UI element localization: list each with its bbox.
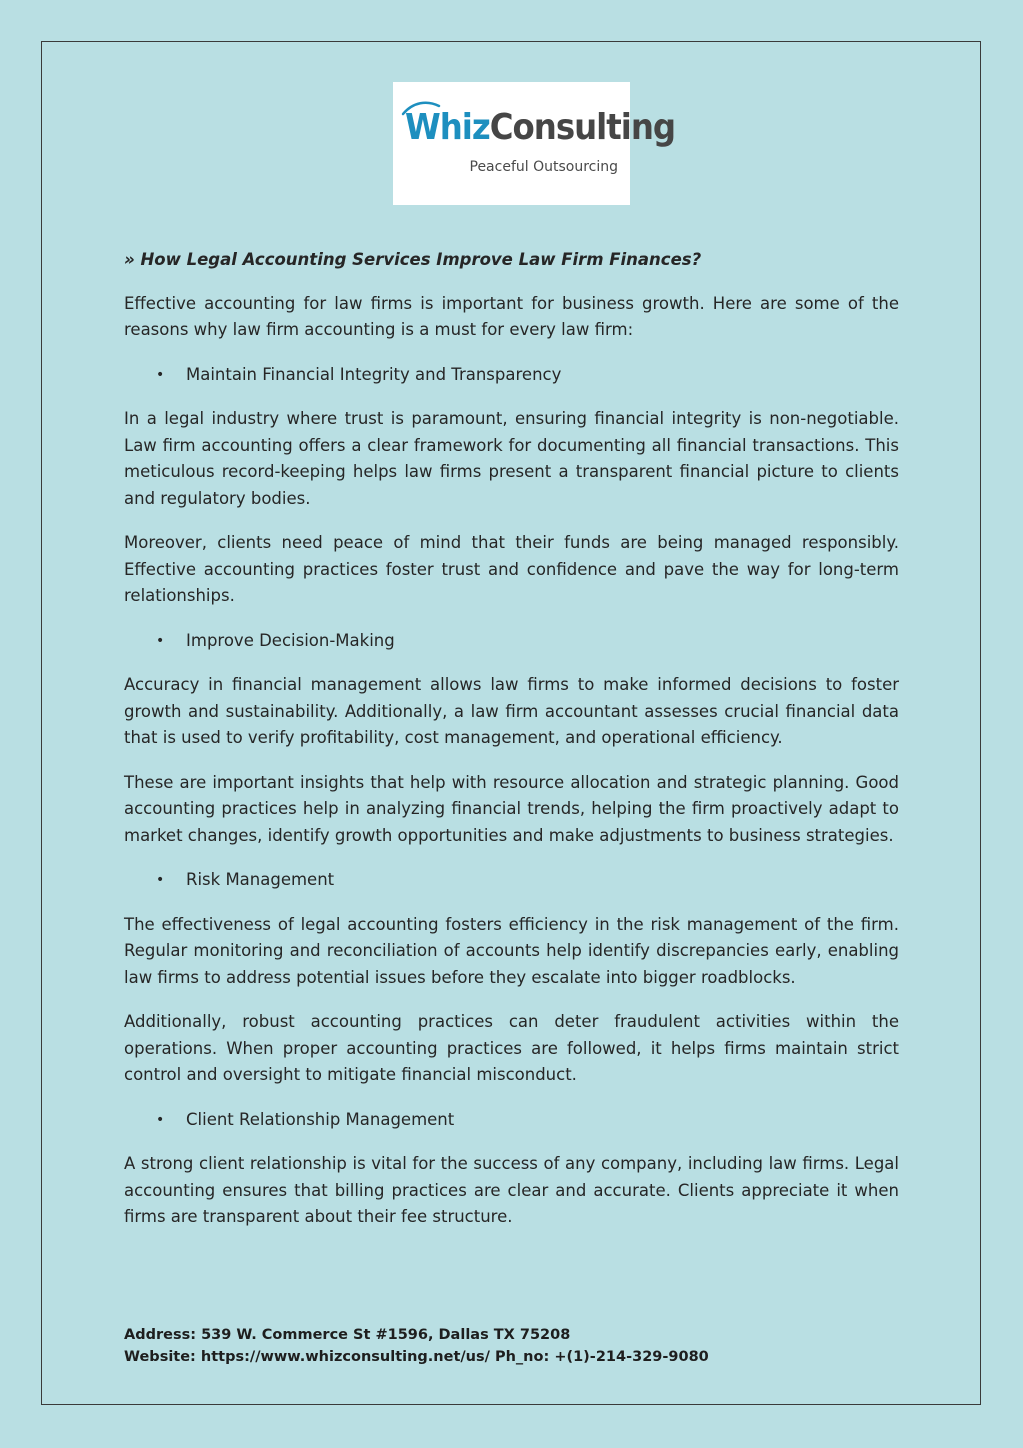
footer-contact — [124, 1324, 709, 1368]
bullet-label: Maintain Financial Integrity and Transparency — [186, 364, 562, 384]
bullet-icon: • — [156, 872, 165, 888]
company-logo — [393, 82, 676, 205]
bullet-label: Client Relationship Management — [186, 1109, 455, 1129]
bullet-label: Improve Decision-Making — [186, 630, 395, 650]
intro-paragraph: Effective accounting for law firms is important for business growth. Here are some of the reasons why law firm accounting is a must for every law firm: — [124, 293, 899, 339]
bullet-icon: • — [156, 1111, 165, 1128]
paragraph: In a legal industry where trust is paramount, ensuring financial integrity is non-negotiable. Law firm accounting offers a clear framework for documenting all financial transactions. This meticulous record-keeping helps law firms present a transparent financial picture to clients and regulatory bodies. — [124, 409, 899, 508]
section-client-relationship — [124, 1107, 899, 1231]
paragraph: The effectiveness of legal accounting fosters efficiency in the risk management of the firm. Regular monitoring and reconciliation of accounts help identify discrepancies early, enabling law firms to address potential issues before they escalate into bigger roadblocks. — [124, 914, 899, 987]
footer-address: Address: 539 W. Commerce St #1596, Dallas TX 75208 — [124, 1327, 571, 1343]
section-financial-integrity — [124, 362, 899, 610]
bullet-item — [124, 628, 899, 655]
article-heading: » How Legal Accounting Services Improve Law Firm Finances? — [124, 250, 702, 269]
logo-consulting-text: Consulting — [489, 107, 676, 148]
paragraph: Moreover, clients need peace of mind that their funds are being managed responsibly. Effective accounting practices foster trust and confidence and pave the way for long-term relationships. — [124, 533, 899, 605]
bullet-label: Risk Management — [186, 870, 335, 889]
paragraph: A strong client relationship is vital for the success of any company, including law firms. Legal accounting ensures that billing practices are clear and accurate. Clients appreciate it when firms are transparent about their fee structure. — [124, 1154, 899, 1226]
footer-website: Website: https://www.whizconsulting.net/us/ Ph_no: +(1)-214-329-9080 — [124, 1349, 709, 1365]
section-decision-making — [124, 628, 899, 850]
bullet-icon: • — [156, 366, 165, 383]
logo-whiz-text: Whiz — [405, 107, 490, 148]
paragraph: Accuracy in financial management allows law firms to make informed decisions to foster growth and sustainability. Additionally, a law firm accountant assesses crucial financial data that is used to verify profitability, cost management, and operational efficiency. — [124, 675, 899, 747]
paragraph: These are important insights that help with resource allocation and strategic planning. Good accounting practices help in analyzing financial trends, helping the firm proactively adapt to market changes, identify growth opportunities and make adjustments to business strategies. — [124, 772, 899, 845]
bullet-icon: • — [156, 632, 165, 649]
bullet-item — [124, 1107, 899, 1134]
section-risk-management — [124, 867, 899, 1089]
bullet-item — [124, 362, 899, 389]
logo-wordmark — [405, 107, 676, 148]
paragraph: Additionally, robust accounting practices can deter fraudulent activities within the operations. When proper accounting practices are followed, it helps firms maintain strict control and oversight to mitigate financial misconduct. — [124, 1012, 899, 1084]
bullet-item — [124, 867, 899, 894]
logo-tagline: Peaceful Outsourcing — [469, 159, 618, 175]
article-body — [124, 247, 899, 1249]
